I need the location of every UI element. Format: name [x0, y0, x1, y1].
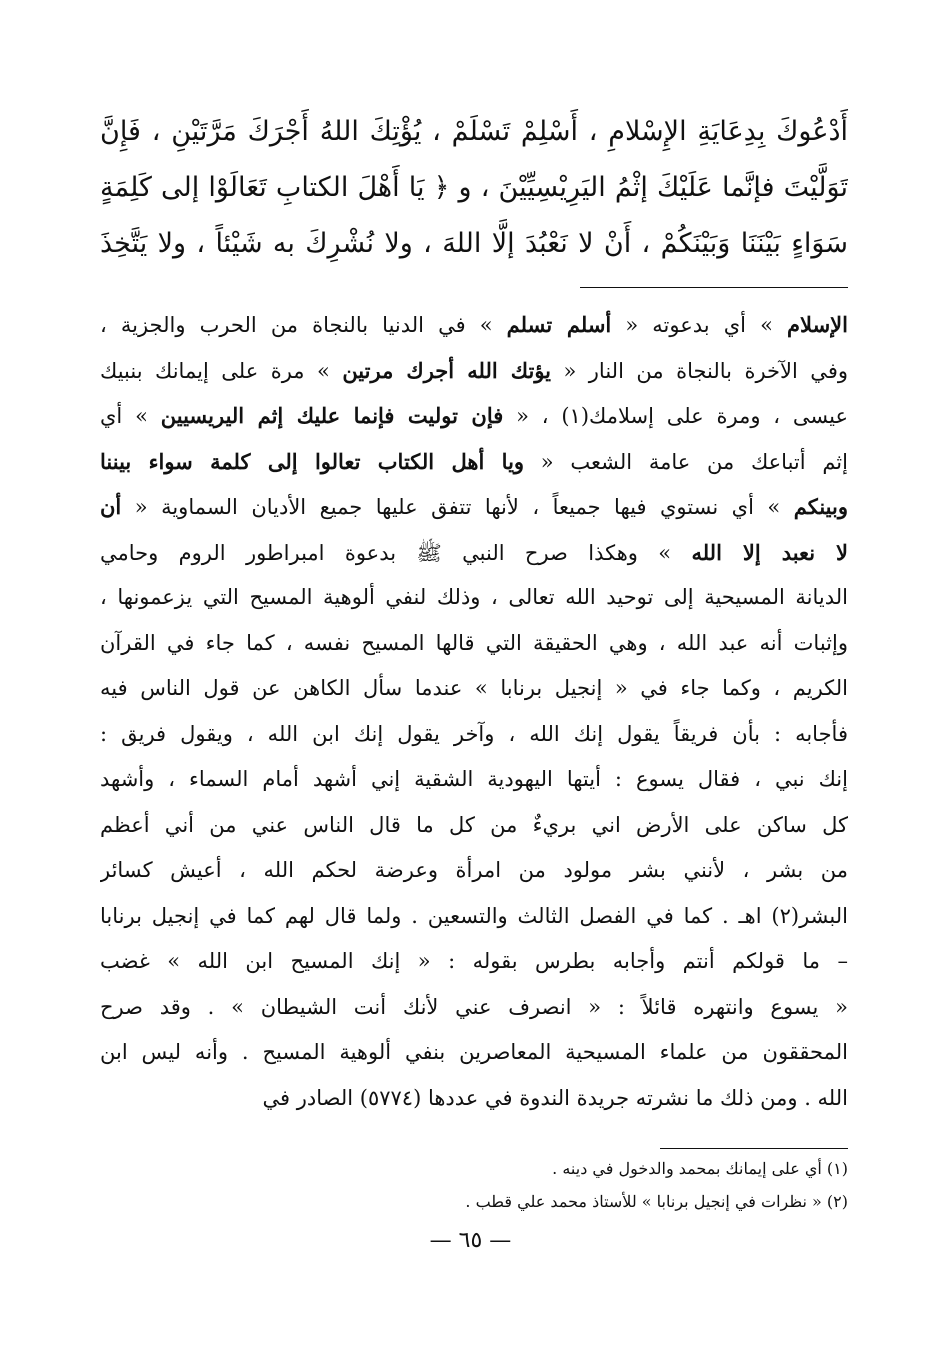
commentary-line [100, 1030, 848, 1076]
text-segment: الكريم ، وكما جاء في « إنجيل برنابا » عندما سأل الكاهن عن قول الناس فيه [100, 676, 848, 700]
commentary-line [100, 757, 848, 803]
bold-quote-segment: يؤتك الله أجرك مرتين [342, 357, 552, 383]
commentary-line [100, 302, 848, 348]
commentary-line [100, 666, 848, 712]
commentary-text [100, 302, 848, 1121]
text-segment: » أي [100, 404, 161, 428]
text-segment: وفي الآخرة بالنجاة من النار « [551, 358, 848, 383]
text-segment: » مرة على إيمانك بنبيك [100, 358, 343, 383]
footnotes [380, 1152, 848, 1218]
commentary-line [100, 894, 848, 940]
bold-quote-segment: فإن توليت فإنما عليك إثم اليريسيين [160, 403, 504, 428]
verse-line: سَوَاءٍ بَيْنَنَا وَبَيْنَكُمْ ، أَنْ لا نَعْبُدَ إلَّا اللهَ ، ولا نُشْرِكَ به شَيْئاً ، ولا يَتَّخِذَ [100, 228, 848, 259]
bold-quote-segment: ويا أهل الكتاب تعالوا إلى كلمة سواء بيننا [100, 448, 525, 474]
commentary-line [100, 575, 848, 621]
commentary-line [100, 803, 848, 849]
commentary-line [100, 939, 848, 985]
text-segment: عيسى ، ومرة على إسلامك(١) ، « [503, 404, 848, 428]
text-segment: من بشر ، لأنني بشر مولود من امرأة وعرضة لحكم الله ، أعيش كسائر [100, 858, 848, 882]
bold-quote-segment: أسلم تسلم [506, 312, 612, 337]
bold-quote-segment: الإسلام [787, 312, 848, 337]
text-segment: « يسوع وانتهره قائلاً : « انصرف عني لأنك أنت الشيطان » . وقد صرح [100, 994, 848, 1019]
text-segment: المحققون من علماء المسيحية المعاصرين بنفي ألوهية المسيح . وأنه ليس ابن [100, 1040, 848, 1064]
text-segment: » أي نستوي فيها جميعاً ، لأنها تتفق عليها جميع الأديان السماوية « [121, 495, 794, 519]
verse-line: تَوَلَّيْتَ فإنَّما عَلَيْكَ إثْمُ اليَرِيْسِيِّيْنَ ، و ﴿ يَا أَهْلَ الكتابِ تَعَالَوْا إلى كَلِمَةٍ [100, 172, 848, 203]
commentary-line [100, 393, 848, 439]
commentary-line [100, 348, 848, 394]
commentary-line [100, 484, 848, 530]
commentary-line [100, 530, 848, 576]
text-segment: وإثبات أنه عبد الله ، وهي الحقيقة التي قالها المسيح نفسه ، كما جاء في القرآن [100, 630, 848, 655]
text-segment: البشر(٢) اهـ . كما في الفصل الثالث والتسعين . ولما قال لهم كما في إنجيل برنابا [100, 903, 848, 928]
text-segment: كل ساكن على الأرض اني بريءٌ من كل ما قال الناس عني من أني أعظم [100, 812, 848, 837]
separator-rule [580, 287, 848, 288]
text-segment: » في الدنيا بالنجاة من الحرب والجزية ، [100, 313, 507, 337]
text-segment: إثم أتباعك من عامة الشعب « [524, 449, 848, 474]
commentary-line [100, 1076, 848, 1122]
bold-quote-segment: وبينكم [793, 494, 848, 519]
footnote-1: (١) أي على إيمانك بمحمد والدخول في دينه . [552, 1159, 848, 1178]
footnote-2: (٢) « نظرات في إنجيل برنابا » للأستاذ محمد علي قطب . [465, 1192, 848, 1211]
bold-quote-segment: لا نعبد إلا الله [691, 539, 848, 565]
commentary-line [100, 848, 848, 894]
text-segment: الديانة المسيحية إلى توحيد الله تعالى ، وذلك لنفي ألوهية المسيح التي يزعمونها ، [100, 585, 848, 609]
commentary-line [100, 439, 848, 485]
quoted-letter-text [100, 104, 848, 272]
text-segment: » أي بدعوته « [611, 313, 788, 337]
text-segment: – ما قولكم أنتم وأجابه بطرس بقوله : « إنك المسيح ابن الله » غضب [100, 949, 848, 973]
commentary-line [100, 712, 848, 758]
text-segment: الله . ومن ذلك ما نشرته جريدة الندوة في عددها (٥٧٧٤) الصادر في [262, 1085, 848, 1110]
verse-line: أَدْعُوكَ بِدِعَايَةِ الإِسْلامِ ، أَسْلِمْ تَسْلَمْ ، يُؤْتِكَ اللهُ أَجْرَكَ مَرَّتَيْنِ ، فَإِنَّ [100, 116, 848, 147]
commentary-line [100, 985, 848, 1031]
text-segment: فأجابه : بأن فريقاً يقول إنك الله ، وآخر يقول إنك ابن الله ، ويقول فريق : [100, 721, 848, 746]
text-segment: » وهكذا صرح النبي ﷺ بدعوة امبراطور الروم وحامي [100, 540, 692, 565]
bold-quote-segment: أن [100, 494, 122, 519]
commentary-line [100, 621, 848, 667]
page-number: — ٦٥ — [429, 1228, 512, 1253]
text-segment: إنك نبي ، فقال يسوع : أيتها اليهودية الشقية إني أشهد أمام السماء ، وأشهد [100, 767, 848, 791]
footnote-separator [660, 1148, 848, 1149]
